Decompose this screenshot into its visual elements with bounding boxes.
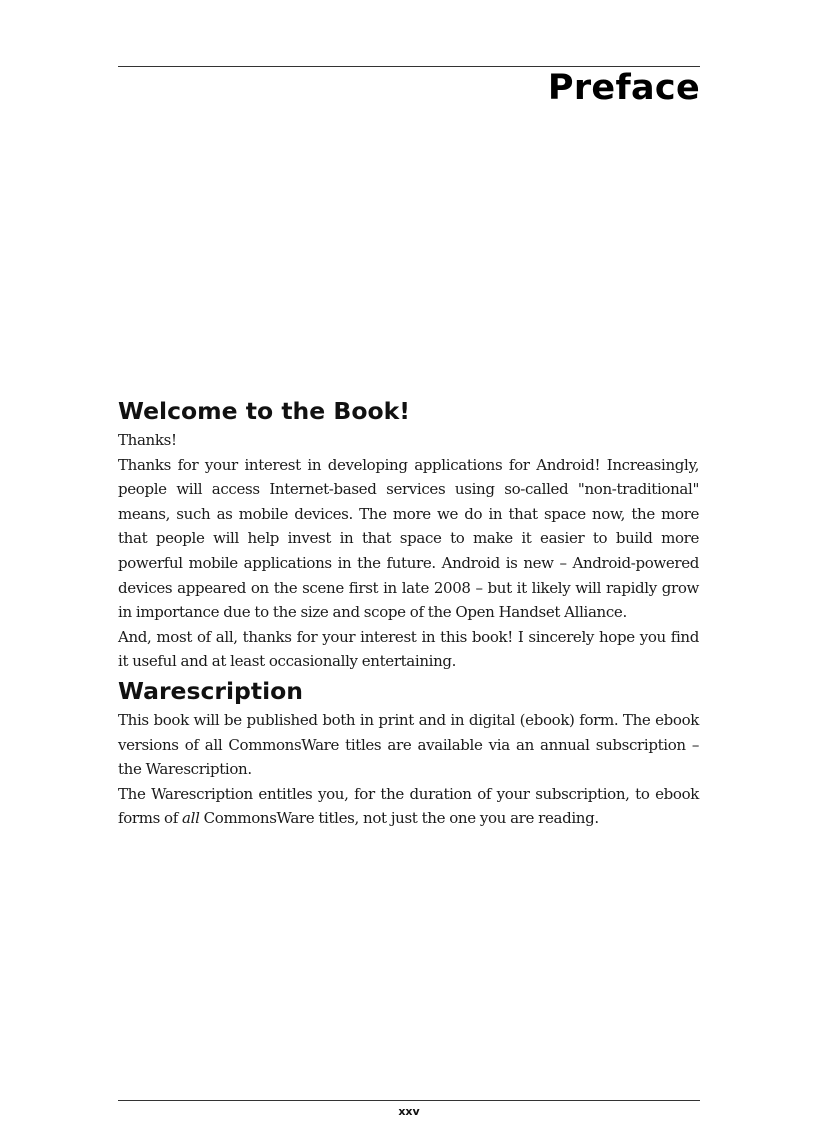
footer-rule [118, 1100, 700, 1101]
section-heading-warescription: Warescription [118, 676, 304, 705]
paragraph-android-interest-text-end: – but it likely will rapidly grow in importance due to the size and scope of the Open Handset Alliance. [118, 578, 699, 622]
paragraph-android-interest [118, 453, 699, 625]
paragraph-warescription-text-end: CommonsWare titles, not just the one you are reading. [199, 809, 599, 828]
paragraph-print-and-ebook: This book will be published both in print and in digital (ebook) form. The ebook versions of all CommonsWare titles are available via an annual subscription – the Warescription. [118, 710, 699, 779]
paragraph-android-interest-text-start: Thanks for your interest in developing applications for Android! Increasingly, people will access Internet-based services using so-called "non-traditional" means, such as mobile devices. The more we do in that space now, the more that people will help invest in that space to make it easier to build more powerful mobile applications in the future. Android is new – Android-powered devices appeared on the scene first in late [118, 455, 699, 597]
chapter-title: Preface [547, 68, 700, 108]
paragraph-warescription-entitles [118, 782, 699, 831]
paragraph-thanks: Thanks! [118, 431, 177, 449]
paragraph-warescription-text-start: The Warescription entitles you, for the duration of your subscription, to ebook forms of [118, 784, 699, 828]
page-number: xxv [398, 1105, 420, 1118]
page-content [118, 394, 699, 831]
paragraph-thanks-for-book: And, most of all, thanks for your interest in this book! I sincerely hope you find it useful and at least occasionally entertaining. [118, 627, 699, 671]
year-2008: 2008 [433, 578, 471, 597]
section-heading-welcome: Welcome to the Book! [118, 397, 410, 425]
emphasis-all: all [182, 809, 200, 828]
